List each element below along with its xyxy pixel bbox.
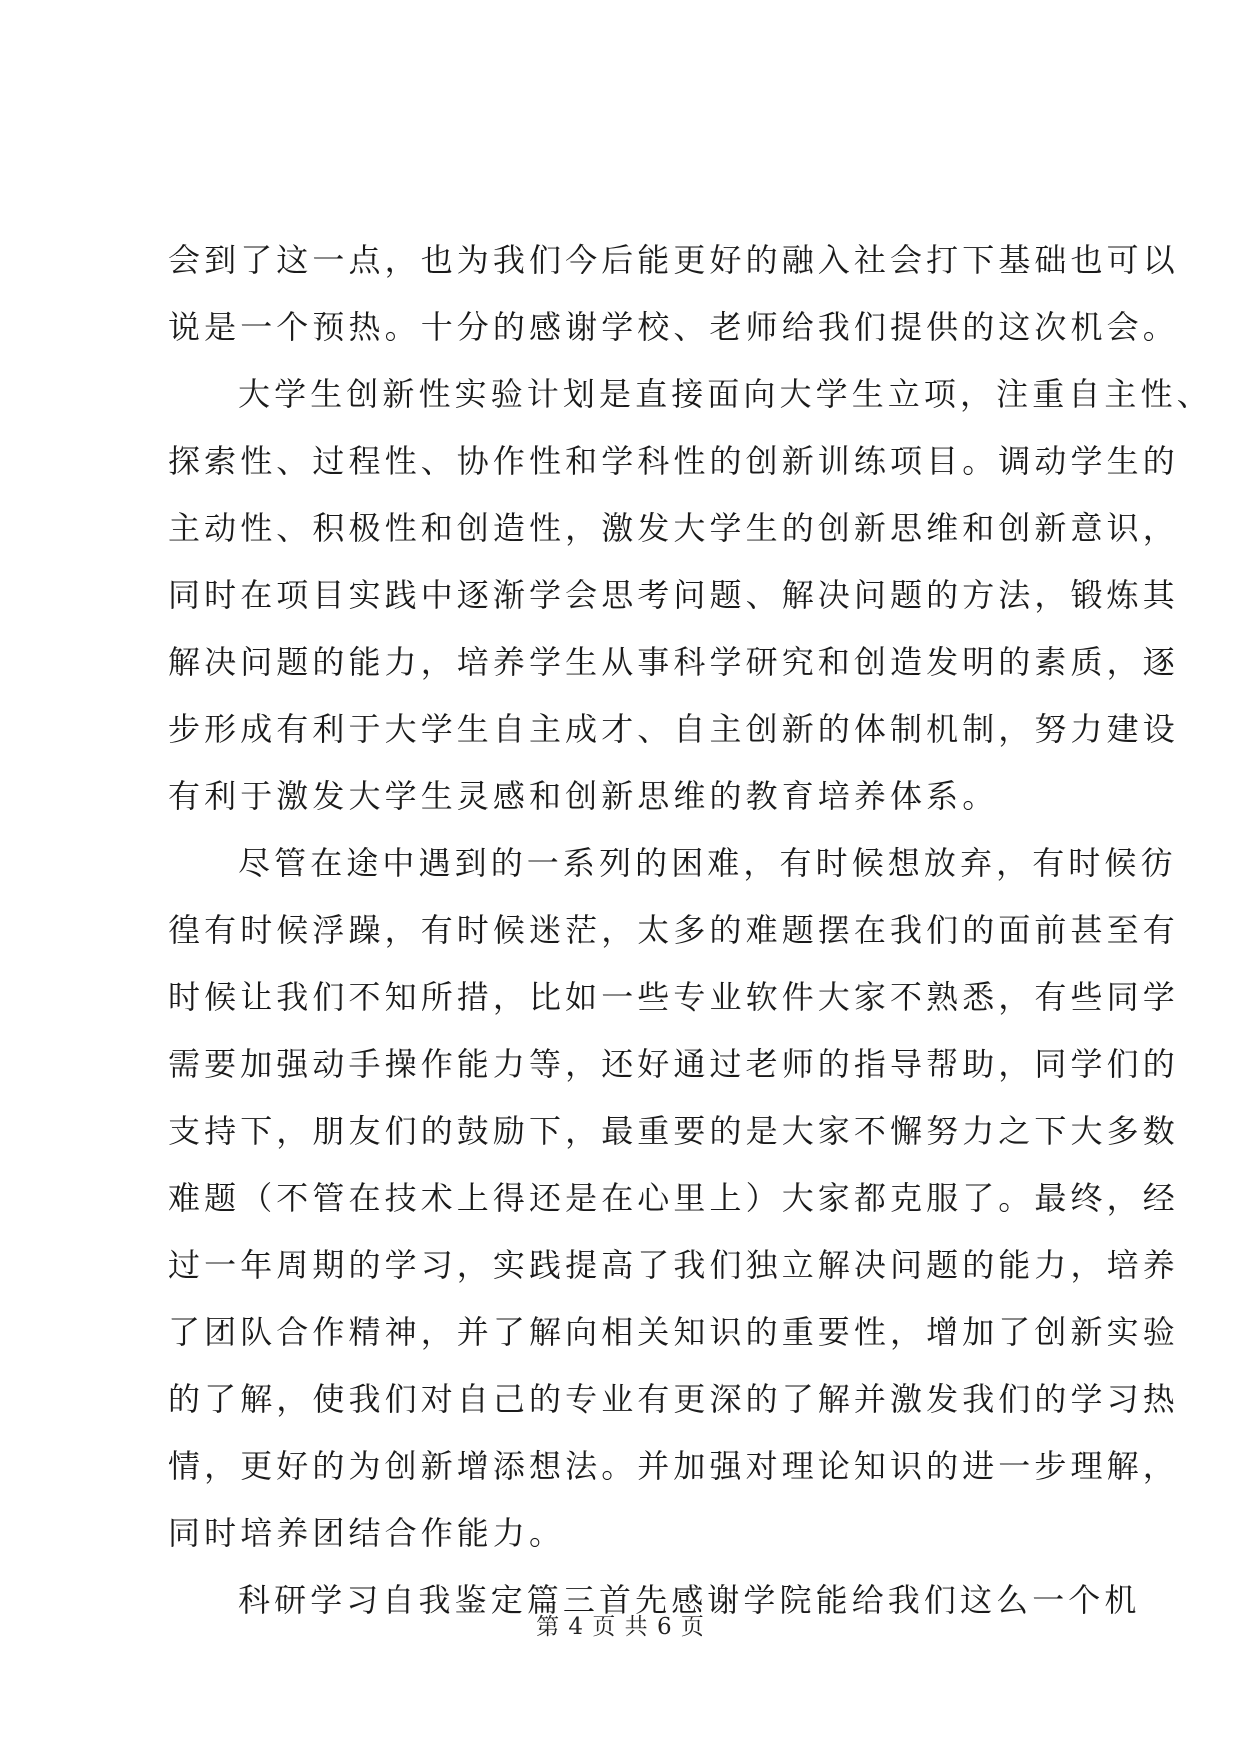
paragraph-2	[168, 361, 1213, 830]
text-line: 需要加强动手操作能力等，还好通过老师的指导帮助，同学们的	[168, 1045, 1179, 1083]
document-body	[168, 227, 1213, 1634]
text-line: 会到了这一点，也为我们今后能更好的融入社会打下基础也可以	[168, 241, 1179, 279]
page-number-footer: 第 4 页 共 6 页	[536, 1614, 705, 1640]
text-line: 解决问题的能力，培养学生从事科学研究和创造发明的素质，逐	[168, 643, 1179, 681]
paragraph-1	[168, 227, 1179, 361]
text-line: 有利于激发大学生灵感和创新思维的教育培养体系。	[168, 777, 999, 815]
text-line: 主动性、积极性和创造性，激发大学生的创新思维和创新意识，	[168, 509, 1179, 547]
text-line: 探索性、过程性、协作性和学科性的创新训练项目。调动学生的	[168, 442, 1179, 480]
text-line: 徨有时候浮躁，有时候迷茫，太多的难题摆在我们的面前甚至有	[168, 911, 1179, 949]
text-line: 同时在项目实践中逐渐学会思考问题、解决问题的方法，锻炼其	[168, 576, 1179, 614]
text-line: 说是一个预热。十分的感谢学校、老师给我们提供的这次机会。	[168, 308, 1179, 346]
text-line: 情，更好的为创新增添想法。并加强对理论知识的进一步理解，	[168, 1447, 1179, 1485]
text-line: 时候让我们不知所措，比如一些专业软件大家不熟悉，有些同学	[168, 978, 1179, 1016]
text-line: 的了解，使我们对自己的专业有更深的了解并激发我们的学习热	[168, 1380, 1179, 1418]
text-line: 同时培养团结合作能力。	[168, 1514, 566, 1552]
text-line: 了团队合作精神，并了解向相关知识的重要性，增加了创新实验	[168, 1313, 1179, 1351]
text-line: 尽管在途中遇到的一系列的困难，有时候想放弃，有时候彷	[238, 844, 1177, 882]
text-line: 步形成有利于大学生自主成才、自主创新的体制机制，努力建设	[168, 710, 1179, 748]
text-line: 科研学习自我鉴定篇三首先感谢学院能给我们这么一个机	[238, 1581, 1141, 1619]
text-line: 难题（不管在技术上得还是在心里上）大家都克服了。最终，经	[168, 1179, 1179, 1217]
text-line: 支持下，朋友们的鼓励下，最重要的是大家不懈努力之下大多数	[168, 1112, 1179, 1150]
text-line: 过一年周期的学习，实践提高了我们独立解决问题的能力，培养	[168, 1246, 1179, 1284]
text-line: 大学生创新性实验计划是直接面向大学生立项，注重自主性、	[238, 375, 1213, 413]
paragraph-3	[168, 830, 1179, 1567]
